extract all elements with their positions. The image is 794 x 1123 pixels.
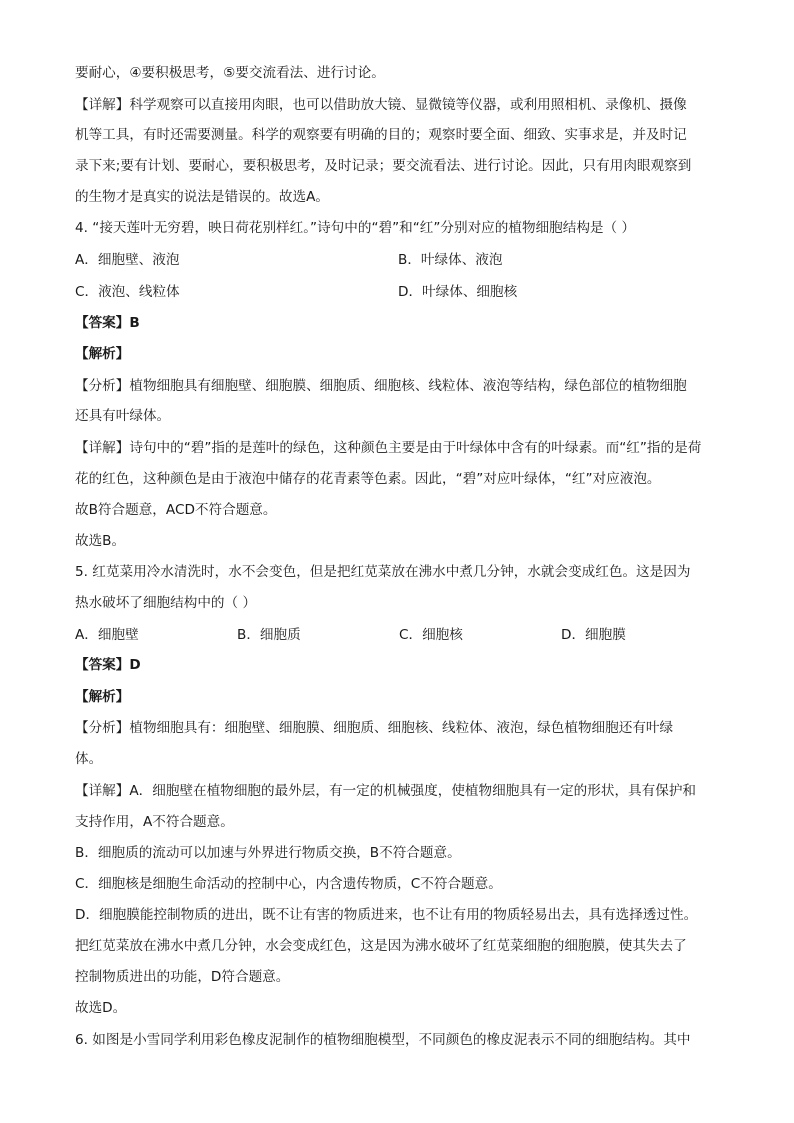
- question-6: 6. 如图是小雪同学利用彩色橡皮泥制作的植物细胞模型，不同颜色的橡皮泥表示不同的细胞结构。其中: [75, 1032, 691, 1048]
- answer-label: 【答案】D: [75, 657, 141, 673]
- text-line: 的生物才是真实的说法是错误的。故选A。: [75, 189, 329, 205]
- question-5: 热水破坏了细胞结构中的（ ）: [75, 595, 257, 611]
- q5-option-b: B．细胞质: [237, 627, 301, 643]
- q4-option-a: A．细胞壁、液泡: [75, 252, 180, 268]
- text-line: 体。: [75, 751, 103, 767]
- text-line: 录下来;要有计划、要耐心，要积极思考，及时记录；要交流看法、进行讨论。因此，只有用肉眼观察到: [75, 158, 692, 174]
- text-line: 要耐心，④要积极思考，⑤要交流看法、进行讨论。: [75, 65, 385, 81]
- question-4: 4. “接天莲叶无穷碧，映日荷花别样红。”诗句中的“碧”和“红”分别对应的植物细胞结构是（ ）: [75, 220, 636, 236]
- text-line: 支持作用，A不符合题意。: [75, 814, 234, 830]
- text-line: D．细胞膜能控制物质的进出，既不让有害的物质进来，也不让有用的物质轻易出去，具有选择透过性。: [75, 907, 698, 923]
- text-line: 控制物质进出的功能，D符合题意。: [75, 969, 290, 985]
- q5-option-a: A．细胞壁: [75, 627, 139, 643]
- analysis-label: 【解析】: [75, 346, 130, 362]
- answer-label: 【答案】B: [75, 315, 140, 331]
- q4-option-b: B．叶绿体、液泡: [398, 252, 503, 268]
- q5-option-c: C．细胞核: [399, 627, 463, 643]
- text-line: 【详解】科学观察可以直接用肉眼，也可以借助放大镜、显微镜等仪器，或利用照相机、录像机、摄像: [75, 97, 687, 113]
- text-line: 【详解】诗句中的“碧”指的是莲叶的绿色，这种颜色主要是由于叶绿体中含有的叶绿素。而“红”指的是荷: [75, 440, 702, 456]
- text-line: 故B符合题意，ACD不符合题意。: [75, 502, 277, 518]
- text-line: 把红苋菜放在沸水中煮几分钟，水会变成红色，这是因为沸水破坏了红苋菜细胞的细胞膜，使其失去了: [75, 938, 687, 954]
- q4-option-c: C．液泡、线粒体: [75, 284, 180, 300]
- q4-option-d: D．叶绿体、细胞核: [398, 284, 518, 300]
- text-line: 花的红色，这种颜色是由于液泡中储存的花青素等色素。因此，“碧”对应叶绿体，“红”对应液泡。: [75, 471, 661, 487]
- text-line: 还具有叶绿体。: [75, 408, 171, 424]
- q5-option-d: D．细胞膜: [561, 627, 626, 643]
- text-line: 机等工具，有时还需要测量。科学的观察要有明确的目的；观察时要全面、细致、实事求是，并及时记: [75, 127, 687, 143]
- text-line: 【分析】植物细胞具有：细胞壁、细胞膜、细胞质、细胞核、线粒体、液泡，绿色植物细胞还有叶绿: [75, 720, 674, 736]
- text-line: 故选D。: [75, 1000, 127, 1016]
- text-line: 故选B。: [75, 533, 126, 549]
- text-line: C．细胞核是细胞生命活动的控制中心，内含遗传物质，C不符合题意。: [75, 876, 502, 892]
- text-line: 【分析】植物细胞具有细胞壁、细胞膜、细胞质、细胞核、线粒体、液泡等结构，绿色部位的植物细胞: [75, 378, 687, 394]
- question-5: 5. 红苋菜用冷水清洗时，水不会变色，但是把红苋菜放在沸水中煮几分钟，水就会变成红色。这是因为: [75, 564, 691, 580]
- analysis-label: 【解析】: [75, 689, 130, 705]
- text-line: B．细胞质的流动可以加速与外界进行物质交换，B不符合题意。: [75, 845, 461, 861]
- text-line: 【详解】A．细胞壁在植物细胞的最外层，有一定的机械强度，使植物细胞具有一定的形状，具有保护和: [75, 783, 697, 799]
